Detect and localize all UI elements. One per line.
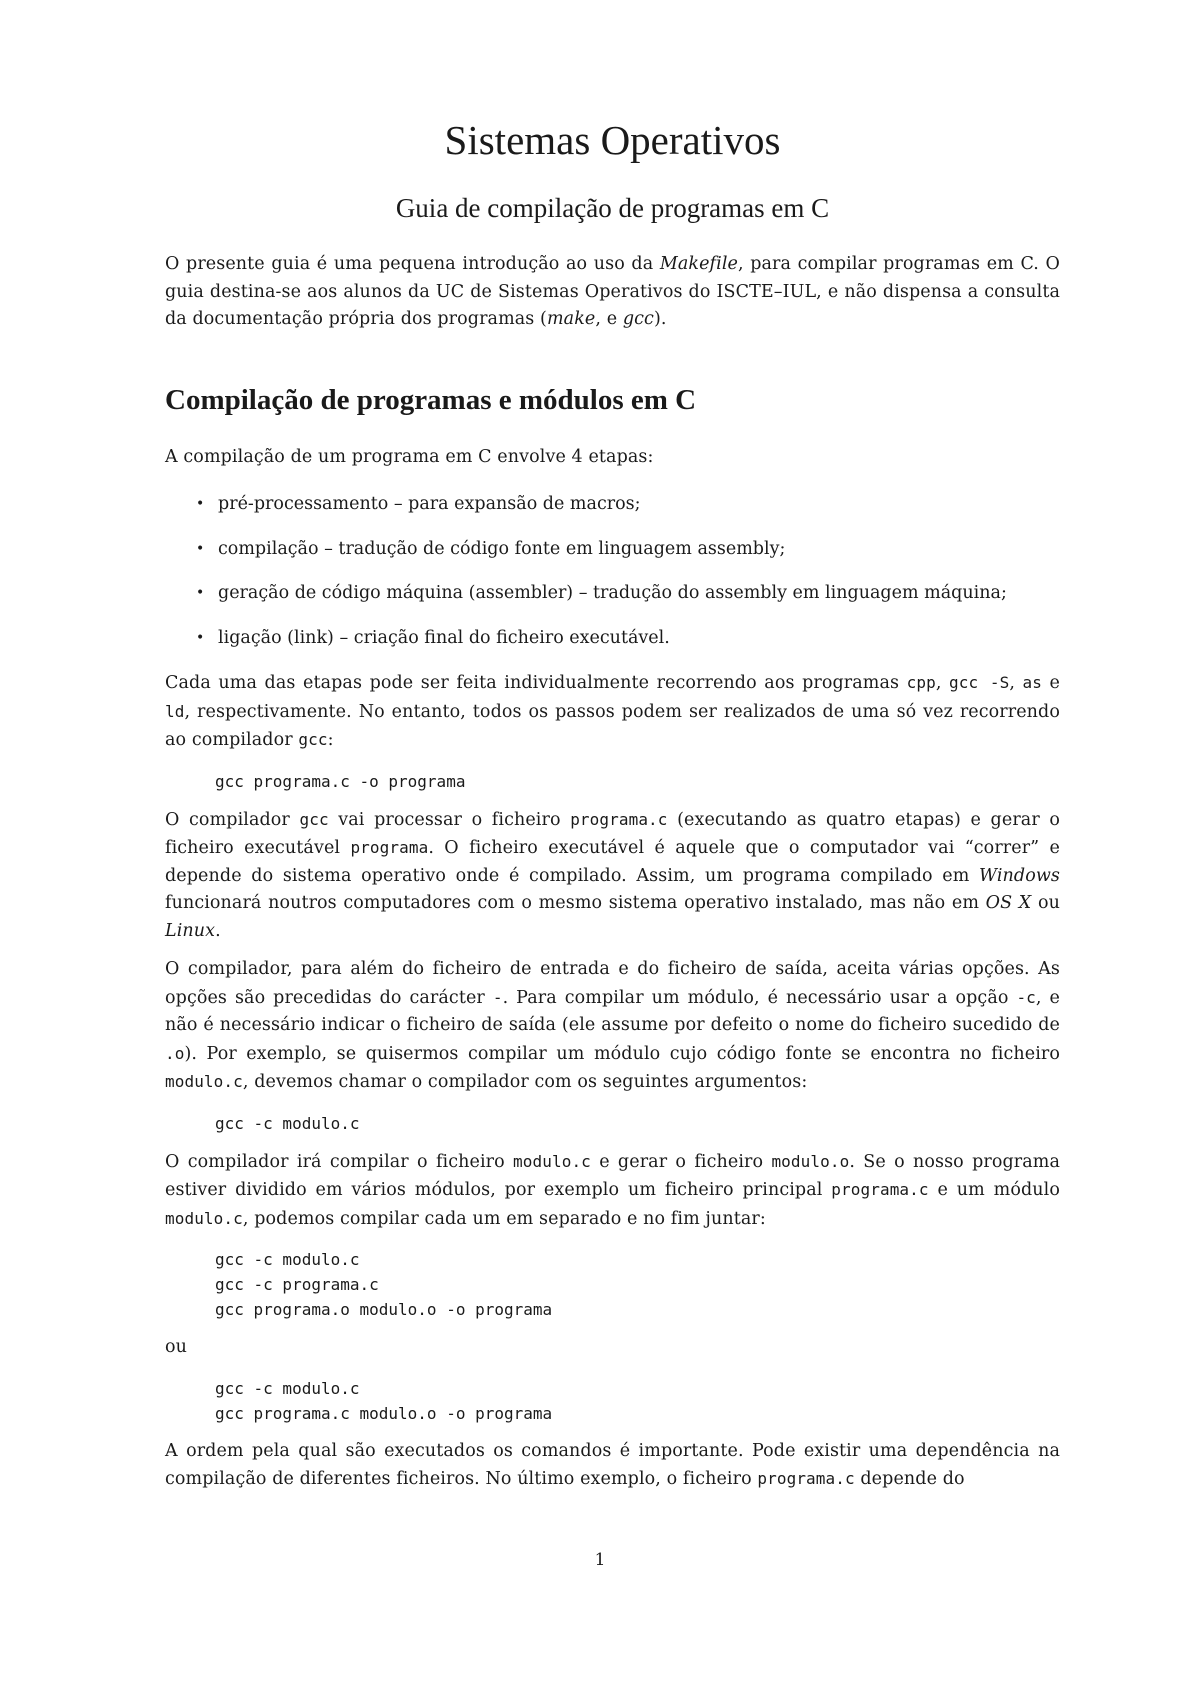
options-paragraph: [165, 956, 1060, 1097]
text-run: O compilador irá compilar o ficheiro: [165, 1151, 514, 1172]
code-block-compile: gcc programa.c -o programa: [215, 771, 466, 791]
text-run: .: [215, 920, 221, 941]
text-run: e: [1042, 673, 1060, 693]
order-paragraph: [165, 1438, 1060, 1494]
list-item: [165, 491, 1060, 519]
code-c-flag: -c: [1016, 987, 1036, 1007]
code-executable: programa: [350, 838, 429, 857]
code-gcc: gcc: [298, 730, 328, 749]
bullet-icon: •: [196, 585, 205, 601]
intro-text-2: , para compilar programas em C. O guia destina-se aos alunos da UC de Sistemas Operativos do ISCTE–IUL, e não dispensa a consulta da documentação própria dos programas (: [165, 254, 1060, 329]
code-o-ext: .o: [165, 1043, 185, 1063]
list-item: [165, 536, 1060, 564]
text-run: (executando as quatro etapas) e gerar o ficheiro executável: [165, 809, 1060, 858]
gcc-term: gcc: [622, 309, 654, 329]
document-subtitle: Guia de compilação de programas em C: [395, 193, 830, 223]
list-item: [165, 625, 1060, 653]
code-filename: programa.c: [757, 1469, 855, 1488]
text-run: . Para compilar um módulo, é necessário usar a opção: [502, 987, 1017, 1008]
text-run: , podemos compilar cada um em separado e no fim juntar:: [242, 1208, 766, 1229]
code-ld: ld: [165, 701, 185, 721]
text-run: O compilador: [165, 809, 300, 830]
modules-paragraph: [165, 1148, 1060, 1234]
code-filename: modulo.o: [771, 1151, 850, 1171]
section-heading: Compilação de programas e módulos em C: [165, 383, 697, 416]
makefile-term: Makefile: [659, 254, 738, 274]
text-run: depende do: [854, 1469, 965, 1489]
text-run: , devemos chamar o compilador com os seguintes argumentos:: [242, 1072, 808, 1092]
code-gcc: gcc: [299, 809, 329, 829]
code-filename: programa.c: [831, 1180, 929, 1199]
intro-text-3: , e: [595, 309, 623, 329]
steps-list: [165, 491, 1060, 652]
step-text: geração de código máquina (assembler) – tradução do assembly em linguagem máquina;: [218, 583, 1007, 603]
text-run: vai processar o ficheiro: [328, 809, 571, 830]
code-block-alternative: gcc -c modulo.c gcc programa.c modulo.o -o programa: [215, 1378, 553, 1423]
text-run: A ordem pela qual são executados os comandos é importante. Pode existir uma dependência na compilação de diferentes ficheiros. No último exemplo, o ficheiro: [165, 1440, 1060, 1489]
tools-paragraph: [165, 669, 1060, 755]
text-run: ). Por exemplo, se quisermos compilar um módulo cujo código fonte se encontra no ficheiro: [184, 1043, 1060, 1064]
text-run: O compilador, para além do ficheiro de entrada e do ficheiro de saída, aceita várias opções. As opções são precedidas do carácter: [165, 959, 1060, 1008]
step-text: pré-processamento – para expansão de macros;: [218, 494, 641, 514]
bullet-icon: •: [196, 496, 205, 512]
text-run: e gerar o ficheiro: [590, 1151, 772, 1172]
text-run: e um módulo: [928, 1180, 1060, 1200]
code-filename: modulo.c: [513, 1151, 591, 1171]
text-run: funcionará noutros computadores com o mesmo sistema operativo instalado, mas não em: [165, 893, 986, 913]
step-text: ligação (link) – criação final do ficheiro executável.: [218, 627, 670, 648]
text-run: :: [327, 730, 334, 750]
code-filename: programa.c: [570, 809, 668, 829]
linux-term: Linux: [165, 920, 216, 941]
text-run: . O ficheiro executável é aquele que o computador vai “correr” e depende do sistema operativo onde é compilado. Assim, um programa compilado em: [165, 838, 1061, 886]
text-run: ,: [935, 673, 950, 693]
compiler-paragraph: [165, 806, 1060, 946]
code-block-module: gcc -c modulo.c: [215, 1113, 360, 1133]
text-run: Cada uma das etapas pode ser feita individualmente recorrendo aos programas: [165, 673, 907, 693]
make-term: make: [546, 309, 596, 329]
code-as: as: [1022, 673, 1042, 692]
page-number: 1: [594, 1550, 606, 1570]
code-cpp: cpp: [906, 673, 936, 692]
text-run: ou: [1031, 893, 1060, 913]
text-run: , respectivamente. No entanto, todos os passos podem ser realizados de uma só vez recorrendo ao compilador: [165, 701, 1060, 750]
code-dash: -: [492, 987, 503, 1007]
code-filename: modulo.c: [165, 1208, 243, 1228]
osx-term: OS X: [985, 893, 1032, 913]
step-text: compilação – tradução de código fonte em linguagem assembly;: [218, 538, 786, 559]
bullet-icon: •: [196, 540, 205, 557]
text-run: ,: [1009, 673, 1023, 693]
windows-term: Windows: [979, 865, 1060, 886]
bullet-icon: •: [196, 629, 205, 646]
alternative-label: ou: [165, 1337, 188, 1357]
code-gcc-s: gcc -S: [949, 673, 1010, 692]
code-block-separate: gcc -c modulo.c gcc -c programa.c gcc programa.o modulo.o -o programa: [215, 1250, 553, 1319]
document-title: Sistemas Operativos: [444, 117, 781, 163]
steps-lead: A compilação de um programa em C envolve 4 etapas:: [165, 446, 654, 467]
intro-text-4: ).: [653, 309, 667, 329]
text-run: , e não é necessário indicar o ficheiro de saída (ele assume por defeito o nome do ficheiro sucedido de: [165, 987, 1060, 1035]
intro-text-1: O presente guia é uma pequena introdução ao uso da: [165, 254, 660, 274]
code-filename: modulo.c: [165, 1072, 243, 1091]
intro-paragraph: [165, 251, 1060, 334]
document-page: [165, 112, 1060, 1494]
text-run: . Se o nosso programa estiver dividido em vários módulos, por exemplo um ficheiro principal: [165, 1151, 1061, 1200]
list-item: [165, 580, 1060, 608]
